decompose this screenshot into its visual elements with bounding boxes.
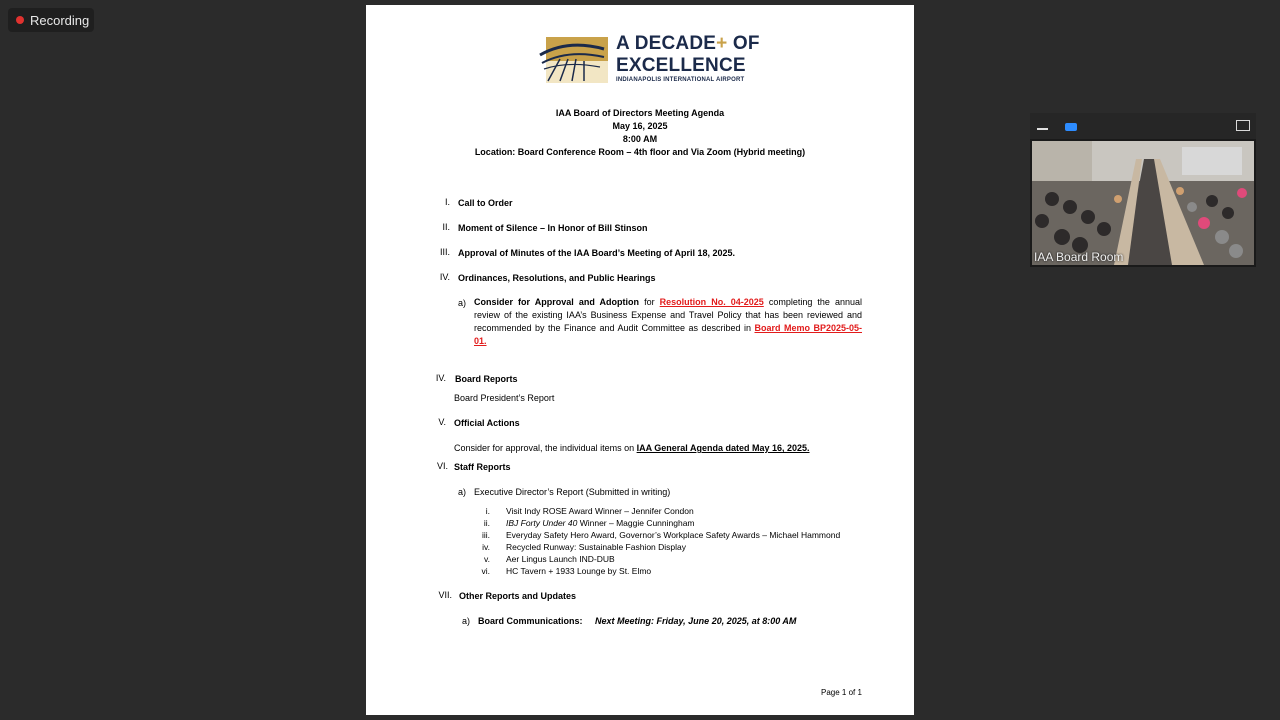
resolution-paragraph [474, 296, 862, 348]
staff-item-num: iii. [481, 530, 490, 540]
item-num: I. [444, 197, 450, 207]
item-num: IV. [435, 373, 446, 383]
staff-item-num: vi. [481, 566, 490, 576]
item-num: IV. [439, 272, 450, 282]
item-letter: a) [458, 298, 467, 308]
board-president-report: Board President’s Report [454, 393, 555, 403]
agenda-title: IAA Board of Directors Meeting Agenda [555, 108, 725, 118]
recording-indicator [8, 8, 94, 32]
item-num: II. [442, 222, 450, 232]
agenda-time: 8:00 AM [622, 134, 658, 144]
item-num: V. [438, 417, 446, 427]
staff-item: Visit Indy ROSE Award Winner – Jennifer Condon [506, 506, 694, 516]
staff-item-num: v. [484, 554, 490, 564]
board-room-scene-icon [1032, 141, 1254, 265]
item-num: VI. [436, 461, 448, 471]
decade-of-excellence-logo [538, 33, 760, 89]
agenda-date: May 16, 2025 [612, 121, 668, 131]
participant-video-tile[interactable] [1030, 113, 1256, 267]
official-actions-pre: Consider for approval, the individual items on [454, 443, 637, 453]
item-official-actions: Official Actions [454, 418, 520, 428]
logo-plus: + [716, 33, 728, 54]
board-communications: Board Communications: [478, 616, 583, 626]
maximize-icon[interactable] [1236, 120, 1250, 131]
staff-item: Everyday Safety Hero Award, Governor’s Workplace Safety Awards – Michael Hammond [506, 530, 841, 540]
recording-label: Recording [30, 12, 90, 28]
item-board-reports: Board Reports [455, 374, 518, 384]
general-agenda-link[interactable]: IAA General Agenda dated May 16, 2025. [636, 443, 810, 453]
item-num: III. [439, 247, 450, 257]
ibj-forty-under-40: IBJ Forty Under 40 [506, 518, 578, 528]
item-moment-of-silence: Moment of Silence – In Honor of Bill Stinson [458, 223, 648, 233]
video-view-icon[interactable] [1065, 123, 1077, 131]
staff-item-num: iv. [482, 542, 490, 552]
official-actions-text [454, 442, 810, 455]
staff-item-text: Winner – Maggie Cunningham [577, 518, 695, 528]
video-label: IAA Board Room [1034, 250, 1124, 264]
item-other-reports: Other Reports and Updates [459, 591, 577, 601]
item-ordinances: Ordinances, Resolutions, and Public Hearings [458, 273, 656, 283]
for-text: for [639, 297, 660, 307]
board-memo-link[interactable]: Board Memo BP2025-05-01. [474, 323, 862, 346]
logo-line1b: OF [727, 33, 760, 54]
item-staff-reports: Staff Reports [454, 462, 511, 472]
resolution-text: completing the annual review of the existing IAA’s Business Expense and Travel Policy that has been reviewed and recommended by the Finance and Audit Committee as described in [474, 297, 863, 333]
item-approval-minutes: Approval of Minutes of the IAA Board’s Meeting of April 18, 2025. [458, 248, 736, 258]
agenda-location: Location: Board Conference Room – 4th floor and Via Zoom (Hybrid meeting) [474, 147, 806, 157]
minimize-icon[interactable] [1037, 128, 1048, 130]
item-letter: a) [458, 487, 467, 497]
staff-item-num: ii. [483, 518, 490, 528]
page-number: Page 1 of 1 [821, 688, 862, 697]
logo-line3: INDIANAPOLIS INTERNATIONAL AIRPORT [616, 77, 745, 83]
logo-line1: A DECADE [616, 33, 717, 54]
staff-item: Recycled Runway: Sustainable Fashion Display [506, 542, 687, 552]
executive-director-report: Executive Director’s Report (Submitted in writing) [474, 487, 671, 497]
staff-item: Aer Lingus Launch IND-DUB [506, 554, 615, 564]
item-letter: a) [462, 616, 471, 626]
staff-item-num: i. [485, 506, 490, 516]
item-call-to-order: Call to Order [458, 198, 513, 208]
airport-logo-icon [538, 35, 610, 87]
resolution-link[interactable]: Resolution No. 04-2025 [659, 297, 764, 307]
recording-dot-icon [16, 16, 24, 24]
staff-item: HC Tavern + 1933 Lounge by St. Elmo [506, 566, 652, 576]
board-room-video [1032, 141, 1254, 265]
consider-bold: Consider for Approval and Adoption [474, 297, 640, 307]
shared-document [366, 5, 914, 715]
next-meeting: Next Meeting: Friday, June 20, 2025, at 8:00 AM [595, 616, 797, 626]
logo-line2: EXCELLENCE [616, 55, 746, 76]
item-num: VII. [438, 590, 452, 600]
video-toolbar [1030, 113, 1256, 139]
